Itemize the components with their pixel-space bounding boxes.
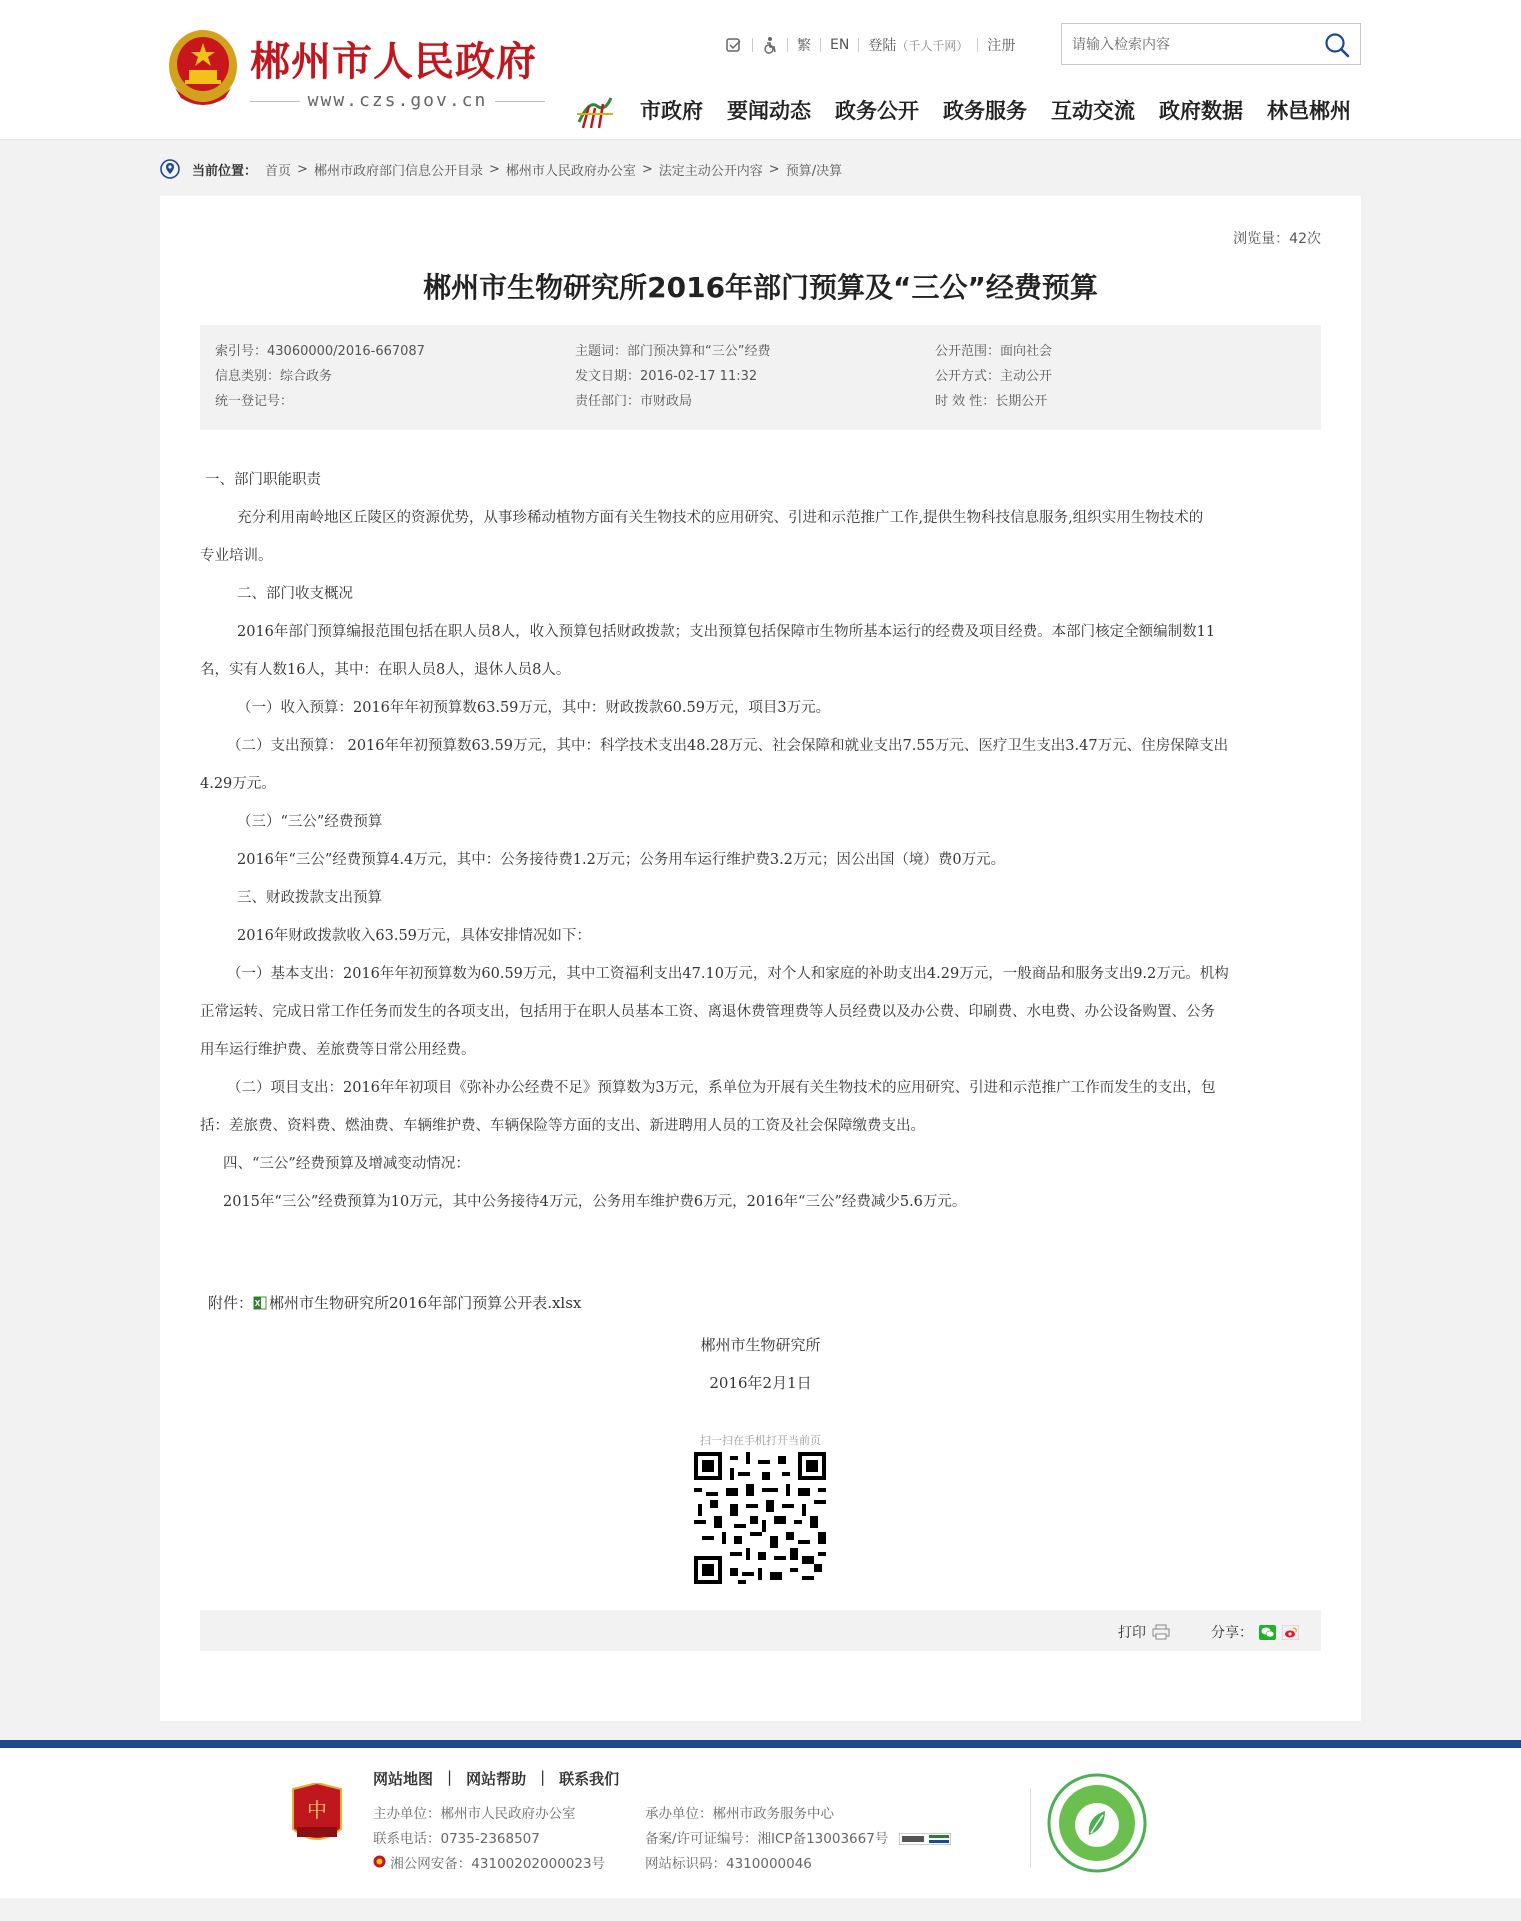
separator: [820, 38, 821, 52]
location-pin-icon: [160, 159, 180, 179]
footer-police-row: [373, 1852, 605, 1877]
footer-site-code: 网站标识码：4310000046: [645, 1856, 812, 1872]
share-label: 分享：: [1211, 1625, 1253, 1641]
meta-category: 信息类别：综合政务: [215, 369, 333, 384]
paragraph: （一）基本支出：2016年年初预算数为60.59万元，其中工资福利支出47.10万元，对个人和家庭的补助支出4.29万元，一般商品和服务支出9.2万元。机构: [227, 966, 1229, 982]
article-card: [160, 196, 1361, 1721]
article-title: 郴州市生物研究所2016年部门预算及“三公”经费预算: [423, 271, 1098, 304]
login-link[interactable]: 登陆: [868, 38, 897, 54]
police-badge-icon: [373, 1855, 386, 1868]
section-heading: 一、部门职能职责: [205, 472, 321, 488]
footer-link-help[interactable]: 网站帮助: [466, 1770, 527, 1788]
view-count: 浏览量：42次: [1233, 231, 1321, 247]
separator: [858, 38, 859, 52]
meta-dept: 责任部门：市财政局: [575, 394, 693, 409]
paragraph: 2016年部门预算编报范围包括在职人员8人，收入预算包括财政拨款；支出预算包括保障市生物所基本运行的经费及项目经费。本部门核定全额编制数11: [237, 624, 1216, 640]
login-note: （千人千网）: [896, 38, 969, 53]
main-nav: [640, 95, 1351, 125]
nav-item-gov-data[interactable]: 政府数据: [1159, 99, 1243, 123]
share-group: [1211, 1622, 1299, 1642]
breadcrumb-office[interactable]: 郴州市人民政府办公室: [505, 163, 636, 179]
breadcrumb-directory[interactable]: 郴州市政府部门信息公开目录: [313, 163, 483, 179]
footer-icp[interactable]: 备案/许可证编号：湘ICP备13003667号: [645, 1831, 889, 1847]
meta-date: 发文日期：2016-02-17 11:32: [575, 369, 758, 384]
section-heading: 二、部门收支概况: [237, 586, 353, 602]
paragraph: 2016年“三公”经费预算4.4万元，其中：公务接待费1.2万元；公务用车运行维护费3.2万元；因公出国（境）费0万元。: [237, 852, 1006, 868]
breadcrumb-separator: >: [641, 161, 653, 177]
meta-scope: 公开范围：面向社会: [935, 344, 1053, 359]
attachment-link[interactable]: 郴州市生物研究所2016年部门预算公开表.xlsx: [269, 1294, 582, 1312]
article-meta: [200, 325, 1321, 430]
site-url: www.czs.gov.cn: [250, 90, 545, 111]
paragraph: 2016年财政拨款收入63.59万元，具体安排情况如下：: [237, 928, 591, 944]
footer-host: 主办单位：郴州市人民政府办公室: [373, 1806, 576, 1822]
share-bar: [200, 1610, 1321, 1651]
site-title[interactable]: 郴州市人民政府: [250, 39, 537, 85]
breadcrumb-separator: >: [297, 161, 308, 177]
footer-link-contact[interactable]: 联系我们: [559, 1770, 620, 1788]
paragraph: （二）支出预算： 2016年年初预算数63.59万元，其中：科学技术支出48.28万元、社会保障和就业支出7.55万元、医疗卫生支出3.47万元、住房保障支出: [227, 738, 1229, 754]
section-heading: 三、财政拨款支出预算: [237, 890, 382, 906]
separator: [787, 38, 788, 52]
separator: [977, 38, 978, 52]
paragraph: 充分利用南岭地区丘陵区的资源优势，从事珍稀动植物方面有关生物技术的应用研究、引进和示范推广工作,提供生物科技信息服务,组织实用生物技术的: [237, 510, 1204, 526]
footer-links: [373, 1768, 619, 1789]
paragraph: 4.29万元。: [200, 776, 276, 792]
breadcrumb-home[interactable]: 首页: [265, 163, 292, 179]
paragraph: 名，实有人数16人，其中：在职人员8人，退休人员8人。: [200, 662, 571, 678]
weibo-icon[interactable]: [1282, 1625, 1299, 1640]
printer-icon: [1152, 1624, 1170, 1640]
print-button[interactable]: [1118, 1622, 1170, 1642]
footer-phone: 联系电话：0735-2368507: [373, 1831, 540, 1847]
separator: [752, 38, 753, 52]
english-link[interactable]: EN: [830, 37, 850, 53]
breadcrumb-separator: >: [488, 161, 500, 177]
site-header: [0, 0, 1521, 140]
footer-info-left: [373, 1802, 605, 1877]
nav-item-city-government[interactable]: 市政府: [640, 99, 703, 123]
paragraph: 正常运转、完成日常工作任务而发生的各项支出，包括用于在职人员基本工资、离退休费管理费等人员经费以及办公费、印刷费、水电费、办公设备购置、公务: [200, 1004, 1215, 1020]
wechat-icon[interactable]: [1259, 1625, 1276, 1640]
nav-item-gov-services[interactable]: 政务服务: [943, 99, 1027, 123]
breadcrumb-budget[interactable]: 预算/决算: [785, 163, 843, 179]
breadcrumb-statutory[interactable]: 法定主动公开内容: [658, 163, 763, 179]
meta-validity: 时 效 性：长期公开: [935, 394, 1048, 409]
footer-icp-row: [645, 1827, 951, 1852]
svg-text:中: 中: [307, 1798, 327, 1822]
search-input[interactable]: [1072, 34, 1302, 56]
paragraph: （二）项目支出：2016年年初项目《弥补办公经费不足》预算数为3万元，系单位为开展有关生物技术的应用研究、引进和示范推广工作而发生的支出，包: [227, 1080, 1216, 1096]
sign-date: 2016年2月1日: [709, 1374, 812, 1392]
breadcrumb-separator: >: [768, 161, 780, 177]
nav-item-gov-disclosure[interactable]: 政务公开: [835, 99, 919, 123]
paragraph: 2015年“三公”经费预算为10万元，其中公务接待4万元，公务用车维护费6万元，2016年“三公”经费减少5.6万元。: [223, 1194, 967, 1210]
footer-link-separator: |: [540, 1768, 546, 1786]
footer-police-record[interactable]: 湘公网安备：43100202000023号: [390, 1856, 606, 1872]
footer-divider: [0, 1740, 1521, 1748]
paragraph: 用车运行维护费、差旅费等日常公用经费。: [200, 1042, 476, 1058]
section-heading: （三）“三公”经费预算: [237, 814, 383, 830]
nav-item-linyi-chenzhou[interactable]: 林邑郴州: [1267, 99, 1351, 123]
traditional-chinese-link[interactable]: 繁: [797, 38, 811, 54]
paragraph: 专业培训。: [200, 548, 273, 564]
national-emblem-logo[interactable]: [165, 26, 241, 112]
attachment-label: 附件：: [208, 1294, 254, 1312]
top-toolbar: [725, 34, 1015, 56]
attachment-row: [208, 1292, 581, 1313]
paragraph: （一）收入预算：2016年年初预算数63.59万元，其中：财政拨款60.59万元，项目3万元。: [237, 700, 831, 716]
meta-index-no: 索引号：43060000/2016-667087: [215, 344, 425, 359]
civilization-badge[interactable]: [1047, 1773, 1147, 1873]
print-label: 打印: [1118, 1625, 1146, 1641]
nav-item-interaction[interactable]: 互动交流: [1051, 99, 1135, 123]
search-box: [1061, 23, 1361, 65]
register-link[interactable]: 注册: [987, 38, 1016, 54]
article-body: [200, 461, 1321, 1221]
meta-reg-no: 统一登记号：: [215, 394, 294, 409]
footer-info-right: [645, 1802, 951, 1877]
nav-decoration-icon: [575, 92, 615, 132]
breadcrumb: [160, 158, 842, 180]
breadcrumb-label: 当前位置：: [192, 163, 258, 179]
party-government-badge[interactable]: [291, 1783, 343, 1849]
footer-vertical-divider: [1030, 1788, 1031, 1868]
footer-link-separator: |: [447, 1768, 453, 1786]
qr-caption: 扫一扫在手机打开当前页: [700, 1434, 821, 1447]
search-icon[interactable]: [1324, 32, 1350, 58]
qr-code: [694, 1452, 826, 1584]
meta-subject: 主题词：部门预决算和“三公”经费: [575, 344, 771, 359]
footer-link-sitemap[interactable]: 网站地图: [373, 1770, 434, 1788]
icp-badge-icon: [899, 1833, 951, 1845]
accessibility-icon[interactable]: [762, 36, 778, 54]
section-heading: 四、“三公”经费预算及增减变动情况：: [223, 1156, 470, 1172]
signer: 郴州市生物研究所: [700, 1336, 821, 1354]
site-footer: [0, 1748, 1521, 1898]
excel-file-icon: [253, 1296, 267, 1310]
elder-mode-icon[interactable]: [725, 36, 743, 54]
paragraph: 括：差旅费、资料费、燃油费、车辆维护费、车辆保险等方面的支出、新进聘用人员的工资及社会保障缴费支出。: [200, 1118, 925, 1134]
meta-mode: 公开方式：主动公开: [935, 369, 1053, 384]
footer-operator: 承办单位：郴州市政务服务中心: [645, 1806, 834, 1822]
nav-item-news[interactable]: 要闻动态: [727, 99, 811, 123]
